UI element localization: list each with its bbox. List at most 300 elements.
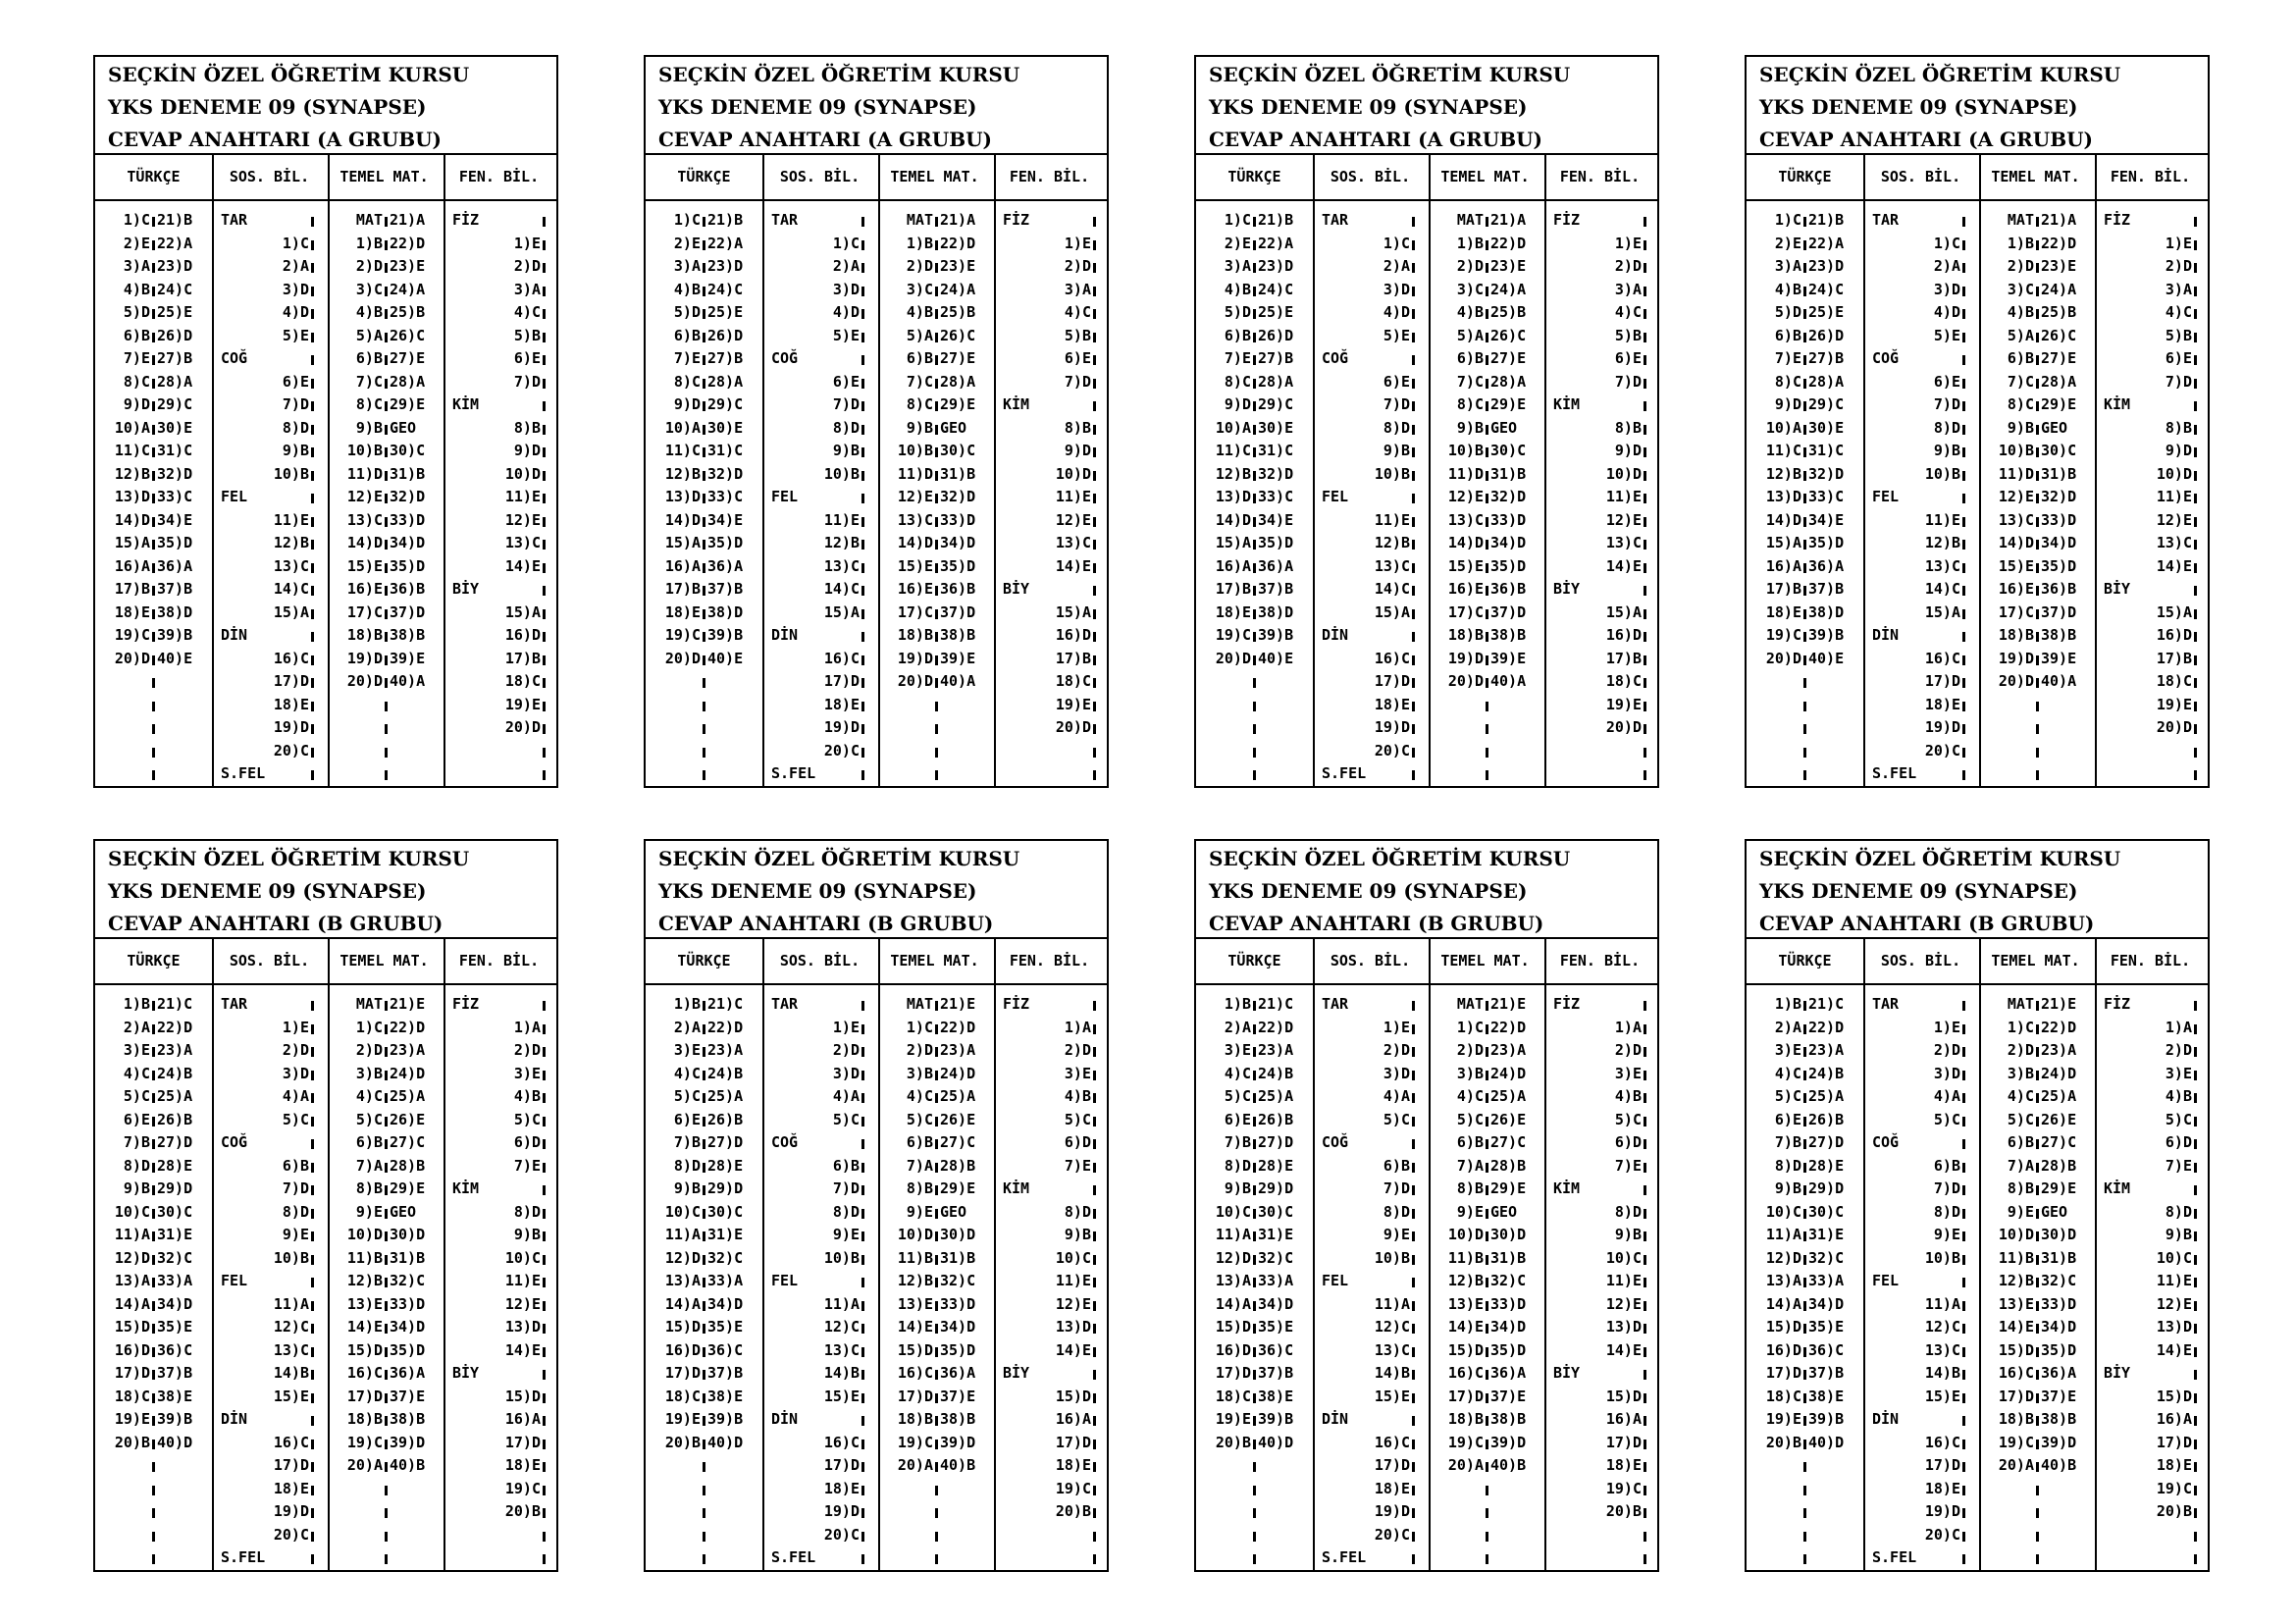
answer-entry: 2)D — [1064, 1041, 1091, 1059]
answer-entry: 25)B — [940, 303, 976, 321]
answer-entry: 15)D — [1055, 1387, 1091, 1405]
column-header-row — [95, 155, 556, 201]
dash-mark — [861, 678, 864, 688]
dash-mark — [152, 401, 155, 411]
dash-mark — [1962, 1324, 1965, 1334]
answer-entry: 23)A — [1258, 1041, 1294, 1059]
dash-mark — [1412, 1554, 1415, 1564]
dash-mark — [2036, 1071, 2039, 1080]
answer-entry: 18)B — [1998, 626, 2034, 644]
answer-entry: 18)B — [897, 1410, 933, 1428]
dash-mark — [385, 309, 388, 319]
dash-mark — [2194, 1139, 2197, 1149]
dash-mark — [152, 379, 155, 389]
dash-mark — [311, 1347, 314, 1357]
dash-mark — [152, 563, 155, 573]
answer-entry: 36)C — [1808, 1340, 1845, 1359]
answer-entry: 4)C — [2165, 303, 2192, 321]
dash-mark — [2036, 447, 2039, 457]
answer-entry: 12)D — [1215, 1248, 1251, 1267]
answer-entry: 31)C — [1808, 442, 1845, 459]
dash-mark — [2194, 1163, 2197, 1173]
answer-entry: 15)A — [1374, 602, 1410, 621]
dash-mark — [861, 1324, 864, 1334]
answer-entry: 33)A — [1258, 1272, 1294, 1289]
answer-entry: 12)E — [346, 488, 383, 505]
dash-mark — [2036, 655, 2039, 665]
column-header: TEMEL MAT. — [890, 168, 979, 185]
dash-mark — [861, 1255, 864, 1265]
dash-mark — [1253, 1093, 1256, 1103]
answer-entry: 33)C — [1808, 488, 1845, 505]
answer-entry: 26)D — [707, 326, 744, 344]
answer-entry: 23)A — [707, 1041, 744, 1059]
answer-entry: 18)E — [1374, 695, 1410, 713]
answer-entry: 36)B — [2041, 580, 2077, 598]
answer-entry: 19)D — [1998, 649, 2034, 667]
answer-entry: 39)B — [707, 1410, 744, 1428]
answer-entry: 25)B — [390, 303, 426, 321]
answer-entry: 14)D — [1447, 534, 1484, 551]
dash-mark — [1486, 1554, 1488, 1564]
answer-entry: 29)D — [157, 1179, 193, 1197]
answer-entry: 12)B — [823, 534, 860, 551]
dash-mark — [1962, 632, 1965, 642]
answer-entry: MAT — [906, 995, 933, 1013]
answer-entry: 37)B — [157, 1364, 193, 1382]
answer-entry: 26)E — [940, 1110, 976, 1128]
dash-mark — [703, 1047, 705, 1057]
answer-entry: 15)E — [823, 1387, 860, 1405]
dash-mark — [1803, 217, 1806, 227]
answer-entry: 17)D — [1765, 1364, 1801, 1382]
answer-entry: 29)D — [1808, 1179, 1845, 1197]
answer-entry: 20)D — [664, 649, 701, 667]
dash-mark — [1486, 1416, 1488, 1426]
answer-entry: 11)C — [114, 442, 150, 459]
dash-mark — [1644, 609, 1646, 619]
dash-mark — [935, 401, 938, 411]
column-header: SOS. BİL. — [229, 168, 310, 185]
dash-mark — [861, 1163, 864, 1173]
dash-mark — [2036, 1532, 2039, 1542]
answer-entry: 16)C — [273, 1433, 309, 1451]
answer-entry: 10)A — [664, 418, 701, 437]
answer-entry: 15)D — [346, 1340, 383, 1359]
answer-entry: 17)D — [114, 1364, 150, 1382]
dash-mark — [1253, 1508, 1256, 1518]
dash-mark — [1093, 1347, 1096, 1357]
dash-mark — [1093, 1324, 1096, 1334]
answer-entry: 13)C — [1998, 510, 2034, 529]
answer-entry: 38)B — [390, 626, 426, 644]
answer-entry: 9)B — [123, 1179, 150, 1197]
subject-label: TAR — [221, 211, 248, 229]
answer-entry: 5)A — [1456, 326, 1484, 344]
dash-mark — [1803, 1532, 1806, 1542]
dash-mark — [2194, 333, 2197, 342]
answer-entry: 5)C — [1614, 1110, 1642, 1128]
answer-entry: 20)D — [114, 649, 150, 667]
dash-mark — [703, 1209, 705, 1219]
answer-entry: 26)C — [2041, 326, 2077, 344]
dash-mark — [1644, 1486, 1646, 1495]
dash-mark — [1412, 1440, 1415, 1449]
dash-mark — [1803, 425, 1806, 435]
dash-mark — [1412, 1117, 1415, 1126]
subject-label: TAR — [1872, 211, 1900, 229]
answer-entry: 15)A — [664, 534, 701, 551]
dash-mark — [1093, 1554, 1096, 1564]
dash-mark — [1253, 1024, 1256, 1034]
dash-mark — [935, 655, 938, 665]
answer-entry: 12)C — [1924, 1318, 1960, 1336]
answer-entry: 19)D — [1374, 1502, 1410, 1520]
answer-entry: 3)E — [1614, 1064, 1642, 1082]
dash-mark — [1644, 1393, 1646, 1403]
answer-entry: 2)D — [2007, 1041, 2034, 1059]
dash-mark — [385, 471, 388, 481]
exam-name: YKS DENEME 09 (SYNAPSE) — [108, 95, 427, 119]
answer-entry: 22)A — [707, 234, 744, 252]
dash-mark — [2194, 609, 2197, 619]
answer-entry: 12)B — [1924, 534, 1960, 551]
dash-mark — [861, 494, 864, 503]
school-name: SEÇKİN ÖZEL ÖĞRETİM KURSU — [1209, 63, 1571, 86]
dash-mark — [861, 655, 864, 665]
answer-entry: 3)D — [832, 1064, 860, 1082]
dash-mark — [543, 1440, 546, 1449]
answer-entry: 40)A — [2041, 672, 2077, 690]
dash-mark — [1644, 447, 1646, 457]
dash-mark — [935, 1347, 938, 1357]
dash-mark — [543, 217, 546, 227]
answer-entry: 30)D — [2041, 1226, 2077, 1243]
dash-mark — [1962, 655, 1965, 665]
answer-entry: 13)D — [1055, 1318, 1091, 1336]
answer-entry: 10)A — [1215, 418, 1251, 437]
answer-entry: 5)E — [832, 326, 860, 344]
answer-entry: 39)E — [1490, 649, 1527, 667]
answer-entry: 4)A — [1933, 1087, 1960, 1105]
answer-entry: 16)E — [1447, 580, 1484, 598]
dash-mark — [1486, 333, 1488, 342]
answer-entry: 3)D — [1383, 280, 1410, 298]
answer-entry: 24)C — [707, 280, 744, 298]
answer-entry: 9)D — [2165, 442, 2192, 459]
answer-entry: 17)D — [1374, 672, 1410, 690]
answer-entry: 32)D — [940, 488, 976, 505]
dash-mark — [1412, 655, 1415, 665]
answer-entry: 4)C — [355, 1087, 383, 1105]
answer-entry: 18)C — [1055, 672, 1091, 690]
dash-mark — [2194, 1255, 2197, 1265]
answer-entry: 14)D — [1215, 510, 1251, 529]
answer-entry: 8)D — [1064, 1202, 1091, 1221]
dash-mark — [1093, 1255, 1096, 1265]
dash-mark — [1486, 1209, 1488, 1219]
answer-entry: 9)B — [513, 1226, 541, 1243]
dash-mark — [1644, 1370, 1646, 1380]
answer-entry: 15)E — [273, 1387, 309, 1405]
answer-entry: 24)C — [1258, 280, 1294, 298]
subject-label: FEL — [771, 488, 799, 505]
answer-entry: 17)D — [1998, 1387, 2034, 1405]
answer-entry: 38)B — [2041, 1410, 2077, 1428]
dash-mark — [311, 1554, 314, 1564]
answer-entry: 9)E — [355, 1202, 383, 1221]
answer-entry: 10)B — [273, 1248, 309, 1267]
answer-entry: 12)B — [897, 1272, 933, 1289]
answer-entry: 31)B — [1490, 464, 1527, 483]
answer-entry: 15)A — [1055, 602, 1091, 621]
answer-entry: 3)D — [1933, 1064, 1960, 1082]
dash-mark — [1412, 748, 1415, 758]
answer-entry: 19)E — [1765, 1410, 1801, 1428]
answer-entry: 18)E — [273, 1479, 309, 1497]
answer-entry: 9)B — [1383, 442, 1410, 459]
answer-entry: 10)B — [1998, 442, 2034, 459]
answer-entry: 31)B — [940, 1248, 976, 1267]
column-header-row — [95, 939, 556, 985]
dash-mark — [1962, 471, 1965, 481]
answer-entry: 20)C — [823, 741, 860, 760]
answer-key-card — [1745, 839, 2210, 1572]
dash-mark — [1962, 1139, 1965, 1149]
answer-entry: 3)B — [355, 1064, 383, 1082]
group-title: CEVAP ANAHTARI (A GRUBU) — [658, 128, 992, 151]
answer-entry: 20)A — [346, 1456, 383, 1474]
dash-mark — [543, 748, 546, 758]
dash-mark — [1253, 494, 1256, 503]
answer-entry: 21)B — [707, 211, 744, 229]
answer-entry: 5)A — [906, 326, 933, 344]
answer-entry: 39)B — [157, 1410, 193, 1428]
dash-mark — [861, 1508, 864, 1518]
dash-mark — [1486, 770, 1488, 780]
subject-label: FEL — [221, 1272, 248, 1289]
dash-mark — [311, 1532, 314, 1542]
answer-entry: 13)C — [1374, 1340, 1410, 1359]
answer-entry: 39)B — [1258, 626, 1294, 644]
dash-mark — [2194, 540, 2197, 550]
answer-entry: 26)D — [157, 326, 193, 344]
dash-mark — [1093, 309, 1096, 319]
answer-entry: 10)C — [1055, 1248, 1091, 1267]
dash-mark — [1962, 1047, 1965, 1057]
dash-mark — [1962, 1024, 1965, 1034]
answer-entry: 28)B — [390, 1156, 426, 1175]
dash-mark — [385, 1071, 388, 1080]
answer-entry: 27)E — [1490, 349, 1527, 367]
dash-mark — [2036, 1185, 2039, 1195]
answer-entry: 27)E — [390, 349, 426, 367]
answer-entry: 38)D — [707, 602, 744, 621]
dash-mark — [1253, 702, 1256, 711]
answer-entry: 8)C — [2007, 395, 2034, 413]
answer-entry: 34)D — [390, 1318, 426, 1336]
answer-entry: 35)E — [1808, 1318, 1845, 1336]
answer-entry: 1)B — [1456, 234, 1484, 252]
answer-entry: 35)D — [940, 1340, 976, 1359]
dash-mark — [1803, 1071, 1806, 1080]
dash-mark — [2036, 379, 2039, 389]
column-header: SOS. BİL. — [229, 952, 310, 969]
dash-mark — [861, 263, 864, 273]
answer-entry: 26)C — [1490, 326, 1527, 344]
answer-entry: 9)E — [2007, 1202, 2034, 1221]
dash-mark — [1486, 240, 1488, 250]
answer-entry: 32)C — [1808, 1248, 1845, 1267]
answer-entry: 30)E — [157, 418, 193, 437]
answer-entry: 40)B — [2041, 1456, 2077, 1474]
answer-entry: 16)A — [1215, 556, 1251, 575]
dash-mark — [1093, 471, 1096, 481]
dash-mark — [2036, 1462, 2039, 1472]
answer-entry: 12)B — [1374, 534, 1410, 551]
answer-entry: 38)E — [1808, 1387, 1845, 1405]
dash-mark — [1253, 609, 1256, 619]
answer-entry: 40)D — [157, 1433, 193, 1451]
subject-label: FEL — [771, 1272, 799, 1289]
dash-mark — [385, 1416, 388, 1426]
answer-entry: 6)D — [2165, 1133, 2192, 1151]
dash-mark — [1962, 1278, 1965, 1287]
answer-entry: 35)E — [157, 1318, 193, 1336]
answer-entry: 8)D — [1614, 1202, 1642, 1221]
answer-entry: 13)D — [1605, 1318, 1642, 1336]
answer-entry: 1)C — [123, 211, 150, 229]
dash-mark — [543, 1139, 546, 1149]
answer-entry: 2)D — [1456, 1041, 1484, 1059]
dash-mark — [1093, 1440, 1096, 1449]
column-header: TÜRKÇE — [677, 952, 731, 969]
subject-label: COĞ — [1322, 1133, 1349, 1151]
answer-entry: 6)D — [1064, 1133, 1091, 1151]
answer-entry: 3)B — [1456, 1064, 1484, 1082]
answer-entry: 14)D — [1998, 534, 2034, 551]
answer-entry: 2)D — [355, 257, 383, 275]
answer-entry: 12)E — [1605, 1294, 1642, 1313]
column-header-row — [1196, 155, 1657, 201]
answer-entry: 15)D — [1447, 1340, 1484, 1359]
dash-mark — [2036, 678, 2039, 688]
answer-entry: GEO — [1490, 418, 1518, 437]
answer-entry: 8)D — [513, 1202, 541, 1221]
answer-entry: 21)E — [2041, 995, 2077, 1013]
answer-entry: 6)B — [123, 326, 150, 344]
subject-label: FİZ — [2104, 211, 2131, 229]
dash-mark — [152, 748, 155, 758]
dash-mark — [935, 1093, 938, 1103]
dash-mark — [1644, 586, 1646, 596]
answer-entry: 23)E — [2041, 257, 2077, 275]
dash-mark — [2036, 1324, 2039, 1334]
answer-entry: 11)A — [823, 1294, 860, 1313]
answer-entry: 40)B — [390, 1456, 426, 1474]
answer-entry: 27)E — [2041, 349, 2077, 367]
answer-entry: 21)A — [1490, 211, 1527, 229]
answer-entry: 9)B — [2165, 1226, 2192, 1243]
answer-entry: 38)B — [1490, 1410, 1527, 1428]
answer-entry: 5)C — [513, 1110, 541, 1128]
answer-entry: 36)C — [707, 1340, 744, 1359]
dash-mark — [861, 1554, 864, 1564]
dash-mark — [1644, 1117, 1646, 1126]
dash-mark — [935, 702, 938, 711]
answer-entry: 30)C — [1258, 1202, 1294, 1221]
answer-entry: 29)D — [1258, 1179, 1294, 1197]
answer-entry: 9)B — [906, 418, 933, 437]
answer-entry: 16)E — [897, 580, 933, 598]
answer-entry: 39)B — [157, 626, 193, 644]
answer-entry: 18)C — [664, 1387, 701, 1405]
answer-entry: 15)D — [1605, 1387, 1642, 1405]
dash-mark — [1253, 263, 1256, 273]
answer-entry: 36)A — [390, 1364, 426, 1382]
answer-entry: 17)D — [664, 1364, 701, 1382]
dash-mark — [2036, 586, 2039, 596]
dash-mark — [1803, 1393, 1806, 1403]
answer-entry: 13)C — [1605, 534, 1642, 551]
dash-mark — [385, 1117, 388, 1126]
answer-entry: 5)E — [282, 326, 309, 344]
answer-entry: 19)C — [1215, 626, 1251, 644]
dash-mark — [1486, 1024, 1488, 1034]
answer-entry: 24)B — [1808, 1064, 1845, 1082]
dash-mark — [385, 678, 388, 688]
dash-mark — [1644, 401, 1646, 411]
answer-entry: 7)D — [282, 395, 309, 413]
answer-entry: MAT — [1456, 995, 1484, 1013]
answer-key-card — [93, 55, 558, 788]
school-name: SEÇKİN ÖZEL ÖĞRETİM KURSU — [658, 63, 1020, 86]
answer-entry: 19)C — [1605, 1479, 1642, 1497]
answer-entry: 30)C — [2041, 442, 2077, 459]
answer-entry: 7)C — [906, 372, 933, 391]
answer-entry: 2)A — [1383, 257, 1410, 275]
dash-mark — [2194, 1486, 2197, 1495]
dash-mark — [861, 1462, 864, 1472]
answer-entry: 9)D — [123, 395, 150, 413]
dash-mark — [1486, 1001, 1488, 1011]
answer-entry: 20)D — [1055, 718, 1091, 736]
answer-entry: 20)C — [1374, 1525, 1410, 1544]
answer-entry: 12)E — [1605, 510, 1642, 529]
answer-entry: 11)E — [1605, 488, 1642, 505]
dash-mark — [311, 1071, 314, 1080]
column-header: FEN. BİL. — [458, 952, 540, 969]
answer-entry: 10)D — [897, 1226, 933, 1243]
dash-mark — [935, 1024, 938, 1034]
answer-entry: 5)A — [2007, 326, 2034, 344]
subject-label: S.FEL — [1322, 1548, 1367, 1566]
dash-mark — [2194, 1047, 2197, 1057]
dash-mark — [2194, 702, 2197, 711]
answer-entry: 26)E — [1490, 1110, 1527, 1128]
dash-mark — [1412, 1532, 1415, 1542]
answer-entry: 25)A — [1258, 1087, 1294, 1105]
answer-entry: 8)B — [1064, 418, 1091, 437]
dash-mark — [385, 1093, 388, 1103]
answer-entry: 19)C — [664, 626, 701, 644]
answer-entry: 2)A — [832, 257, 860, 275]
answer-entry: 20)B — [1765, 1433, 1801, 1451]
answer-entry: 15)A — [1605, 602, 1642, 621]
answer-entry: 20)C — [273, 1525, 309, 1544]
dash-mark — [1253, 1416, 1256, 1426]
answer-entry: 8)D — [282, 418, 309, 437]
